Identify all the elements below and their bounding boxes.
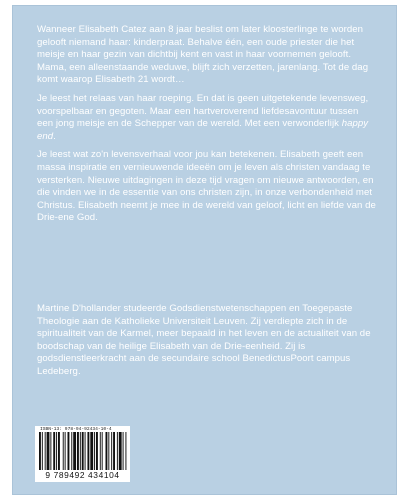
blurb-paragraph-2 <box>37 93 377 143</box>
barcode-bar <box>39 432 41 470</box>
barcode-bar <box>113 432 115 470</box>
blurb-paragraph-2-text: Je leest het relaas van haar roeping. En dat is geen uitgetekende levensweg, voorspelbaar en gegoten. Maar een hartveroverend liefdesavontuur tussen een jong meisje en de Schepper van de wereld. Met een verwonderlijk <box>37 92 369 130</box>
barcode-bar <box>58 432 60 470</box>
author-bio <box>37 303 377 379</box>
barcode-bar <box>65 432 66 470</box>
barcode-bar <box>50 432 51 470</box>
barcode-bar <box>111 432 112 470</box>
barcode-bar <box>106 432 108 470</box>
barcode-bar <box>42 432 43 470</box>
blurb-paragraph-3: Je leest wat zo'n levensverhaal voor jou kan betekenen. Elisabeth geeft een massa inspiratie en vernieuwende ideeën om je leven als christen vandaag te versterken. Nieuwe uitdagingen in deze tijd vragen om nieuwe antwoorden, en die vinden we in de essentie van ons christen zijn, in onze verbondenheid met Christus. Elisabeth neemt je mee in de wereld van geloof, licht en liefde van de Drie-ene God. <box>37 149 376 224</box>
barcode-bar <box>100 432 101 470</box>
blurb-paragraph-2-end: . <box>53 130 56 142</box>
barcode-bar <box>68 432 70 470</box>
back-cover <box>12 5 397 495</box>
barcode-bar <box>125 432 126 470</box>
barcode-bar <box>73 432 76 470</box>
barcode-bar <box>96 432 98 470</box>
barcode-bar <box>108 432 109 470</box>
barcode-bar <box>82 432 84 470</box>
blurb-italic-phrase: happy end <box>37 118 369 142</box>
barcode-bar <box>47 432 50 470</box>
barcode-bar <box>53 432 55 470</box>
barcode-bar <box>123 432 124 470</box>
author-bio-text: Martine D'hollander studeerde Godsdienstwetenschappen en Toegepaste Theologie aan de Katholieke Universiteit Leuven. Zij verdiepte zich in de spiritualiteit van de Karmel, meer bepaald in het leven en de actualiteit van de boodschap van de heilige Elisabeth van de Drie-eenheid. Zij is godsdienstleerkracht aan de secundaire school BenedictusPoort campus Ledeberg. <box>37 303 371 377</box>
barcode-bar <box>119 432 122 470</box>
blurb-text <box>37 24 377 225</box>
barcode-bar <box>63 432 64 470</box>
barcode-bar <box>71 432 72 470</box>
isbn-label: ISBN-13: 978-94-92434-10-4 <box>40 427 112 432</box>
blurb-paragraph-1: Wanneer Elisabeth Catez aan 8 jaar beslist om later kloosterlinge te worden gelooft niemand haar: kinderpraat. Behalve één, een oude priester die het meisje en haar gezin van dichtbij kent en vast in haar voornemen gelooft. Mama, een alleenstaande weduwe, blijft zich verzetten, jarenlang. Tot de dag komt waarop Elisabeth 21 wordt… <box>37 24 369 86</box>
barcode-digits: 9 789492 434104 <box>45 470 120 480</box>
barcode-bar <box>94 432 95 470</box>
barcode-bar <box>87 432 89 470</box>
barcode-bars <box>35 432 130 470</box>
barcode-bar <box>90 432 93 470</box>
barcode-bar <box>77 432 79 470</box>
barcode-bar <box>117 432 118 470</box>
isbn-barcode <box>35 426 130 482</box>
barcode-bar <box>80 432 81 470</box>
barcode-bar <box>85 432 86 470</box>
barcode-bar <box>45 432 46 470</box>
barcode-bar <box>102 432 103 470</box>
barcode-bar <box>56 432 57 470</box>
